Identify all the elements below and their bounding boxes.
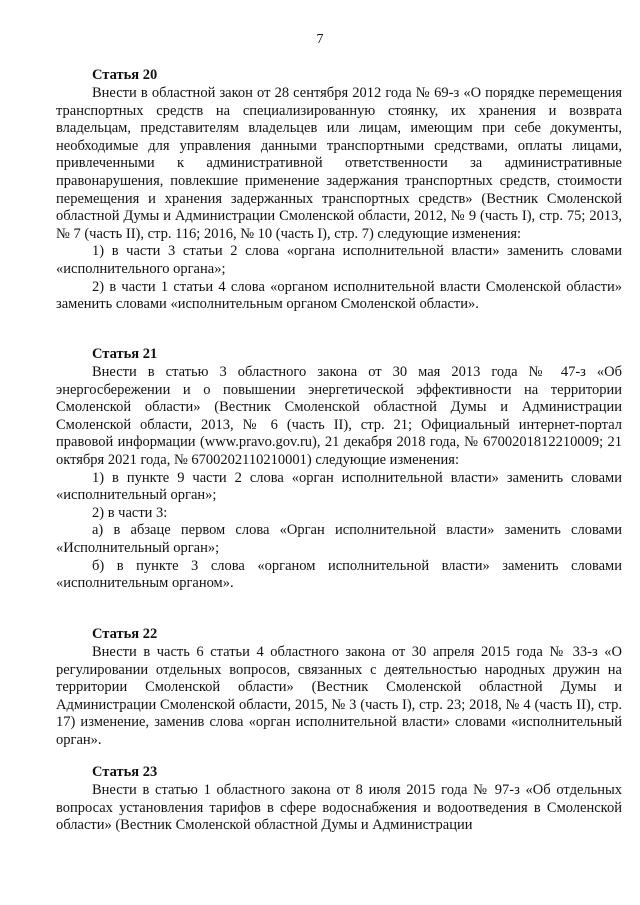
article-title: Статья 23 xyxy=(92,764,158,780)
article-22 xyxy=(56,626,622,750)
article-23 xyxy=(56,764,622,835)
article-21 xyxy=(56,346,622,593)
article-paragraph: 1) в части 3 статьи 2 слова «органа исполнительной власти» заменить словами «исполнительного органа»; xyxy=(56,243,622,277)
article-paragraph: а) в абзаце первом слова «Орган исполнительной власти» заменить словами «Исполнительный орган»; xyxy=(56,522,622,556)
article-title: Статья 20 xyxy=(92,67,158,83)
article-20 xyxy=(56,67,622,314)
article-title: Статья 22 xyxy=(92,626,158,642)
article-paragraph: Внести в статью 3 областного закона от 30 мая 2013 года № 47-з «Об энергосбережении и о повышении энергетической эффективности на территории Смоленской области» (Вестник Смоленской областной Думы и Администрации Смоленской области, 2013, № 6 (часть II), стр. 21; Официальный интернет-портал правовой информации (www.pravo.gov.ru), 21 декабря 2018 года, № 6700201812210009; 21 октября 2021 года, № 6700202110210001) следующие изменения: xyxy=(56,364,622,468)
article-paragraph: 1) в пункте 9 части 2 слова «орган исполнительной власти» заменить словами «исполнительный орган»; xyxy=(56,469,622,504)
article-title: Статья 21 xyxy=(92,346,158,362)
article-paragraph: 2) в части 3: xyxy=(92,504,168,521)
article-paragraph: Внести в статью 1 областного закона от 8 июля 2015 года № 97-з «Об отдельных вопросах установления тарифов в сфере водоснабжения и водоотведения в Смоленской области» (Вестник Смоленской областной Думы и Администрации xyxy=(56,782,622,834)
article-paragraph: 2) в части 1 статьи 4 слова «органом исполнительной власти Смоленской области» заменить словами «исполнительным органом Смоленской области». xyxy=(56,278,622,313)
article-paragraph: Внести в часть 6 статьи 4 областного закона от 30 апреля 2015 года № 33-з «О регулировании отдельных вопросов, связанных с деятельностью народных дружин на территории Смоленской области» (Вестник Смоленской областной Думы и Администрации Смоленской области, 2015, № 3 (часть I), стр. 23; 2018, № 4 (часть II), стр. 17) изменение, заменив слова «орган исполнительной власти» словами «исполнительный орган». xyxy=(56,644,622,748)
article-paragraph: б) в пункте 3 слова «органом исполнительной власти» заменить словами «исполнительным органом». xyxy=(56,557,622,592)
page-number: 7 xyxy=(316,32,324,47)
article-paragraph: Внести в областной закон от 28 сентября 2012 года № 69-з «О порядке перемещения транспортных средств на специализированную стоянку, их хранения и возврата владельцам, представителям владельцев или лицам, имеющим при себе документы, необходимые для управления данными транспортными средствами, оплаты лицами, привлеченными к административной ответственности за административные правонарушения, повлекшие применение задержания транспортных средств, стоимости перемещения и хранения задержанных транспортных средств» (Вестник Смоленской областной Думы и Администрации Смоленской области, 2012, № 9 (часть I), стр. 75; 2013, № 7 (часть II), стр. 116; 2016, № 10 (часть I), стр. 7) следующие изменения: xyxy=(56,85,622,242)
